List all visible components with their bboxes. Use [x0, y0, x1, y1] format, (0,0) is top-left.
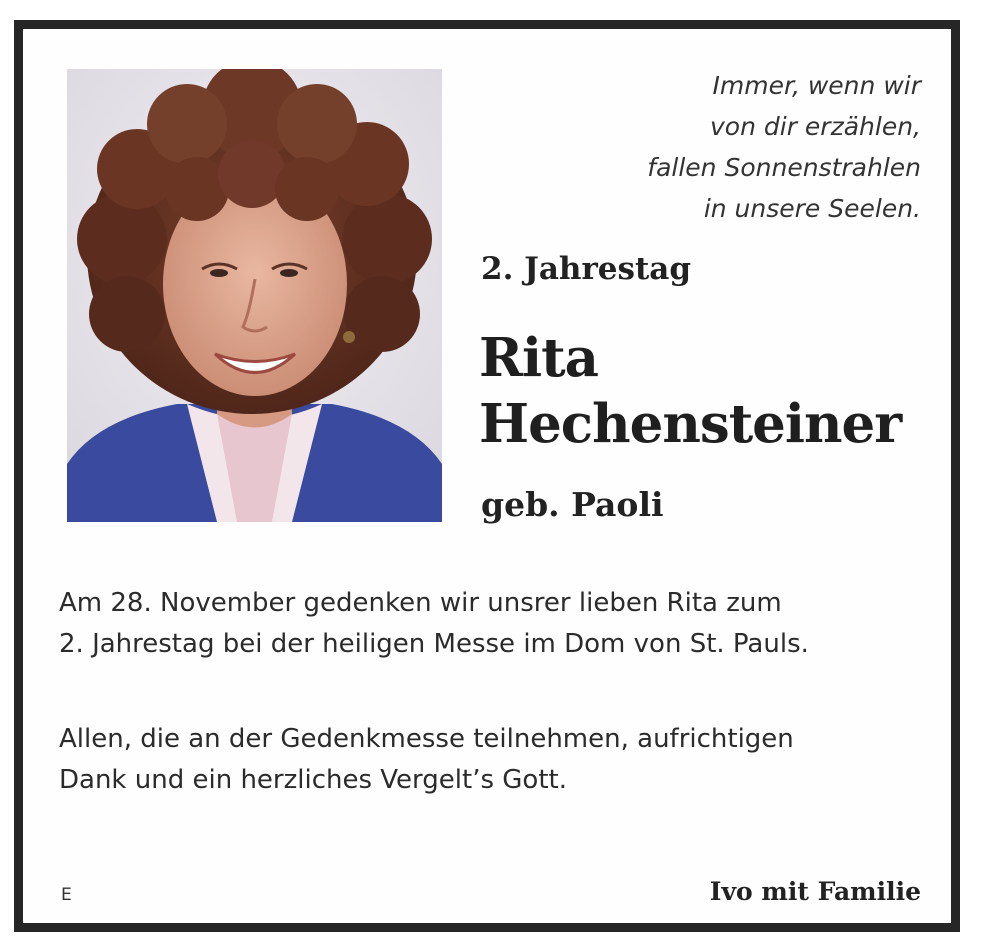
- paragraph-line: Am 28. November gedenken wir unsrer lieben Rita zum: [59, 588, 782, 618]
- quote-line: fallen Sonnenstrahlen: [647, 153, 921, 182]
- quote-line: von dir erzählen,: [710, 112, 921, 141]
- corner-mark: E: [61, 885, 72, 905]
- signature: Ivo mit Familie: [709, 877, 921, 906]
- portrait-photo: [67, 69, 442, 522]
- paragraph-line: 2. Jahrestag bei der heiligen Messe im Dom von St. Pauls.: [59, 629, 809, 659]
- deceased-name: [479, 325, 901, 457]
- memorial-quote: [501, 65, 921, 229]
- first-name: Rita: [479, 327, 599, 389]
- announcement-paragraph: [59, 583, 809, 665]
- quote-line: Immer, wenn wir: [712, 71, 921, 100]
- quote-line: in unsere Seelen.: [703, 194, 921, 223]
- paragraph-line: Allen, die an der Gedenkmesse teilnehmen, aufrichtigen: [59, 724, 794, 754]
- thanks-paragraph: [59, 719, 794, 801]
- portrait-illustration: [67, 69, 442, 522]
- memorial-card: [14, 20, 960, 932]
- last-name: Hechensteiner: [479, 393, 902, 455]
- birth-name: geb. Paoli: [481, 485, 664, 524]
- anniversary-heading: 2. Jahrestag: [481, 251, 692, 287]
- paragraph-line: Dank und ein herzliches Vergelt’s Gott.: [59, 765, 567, 795]
